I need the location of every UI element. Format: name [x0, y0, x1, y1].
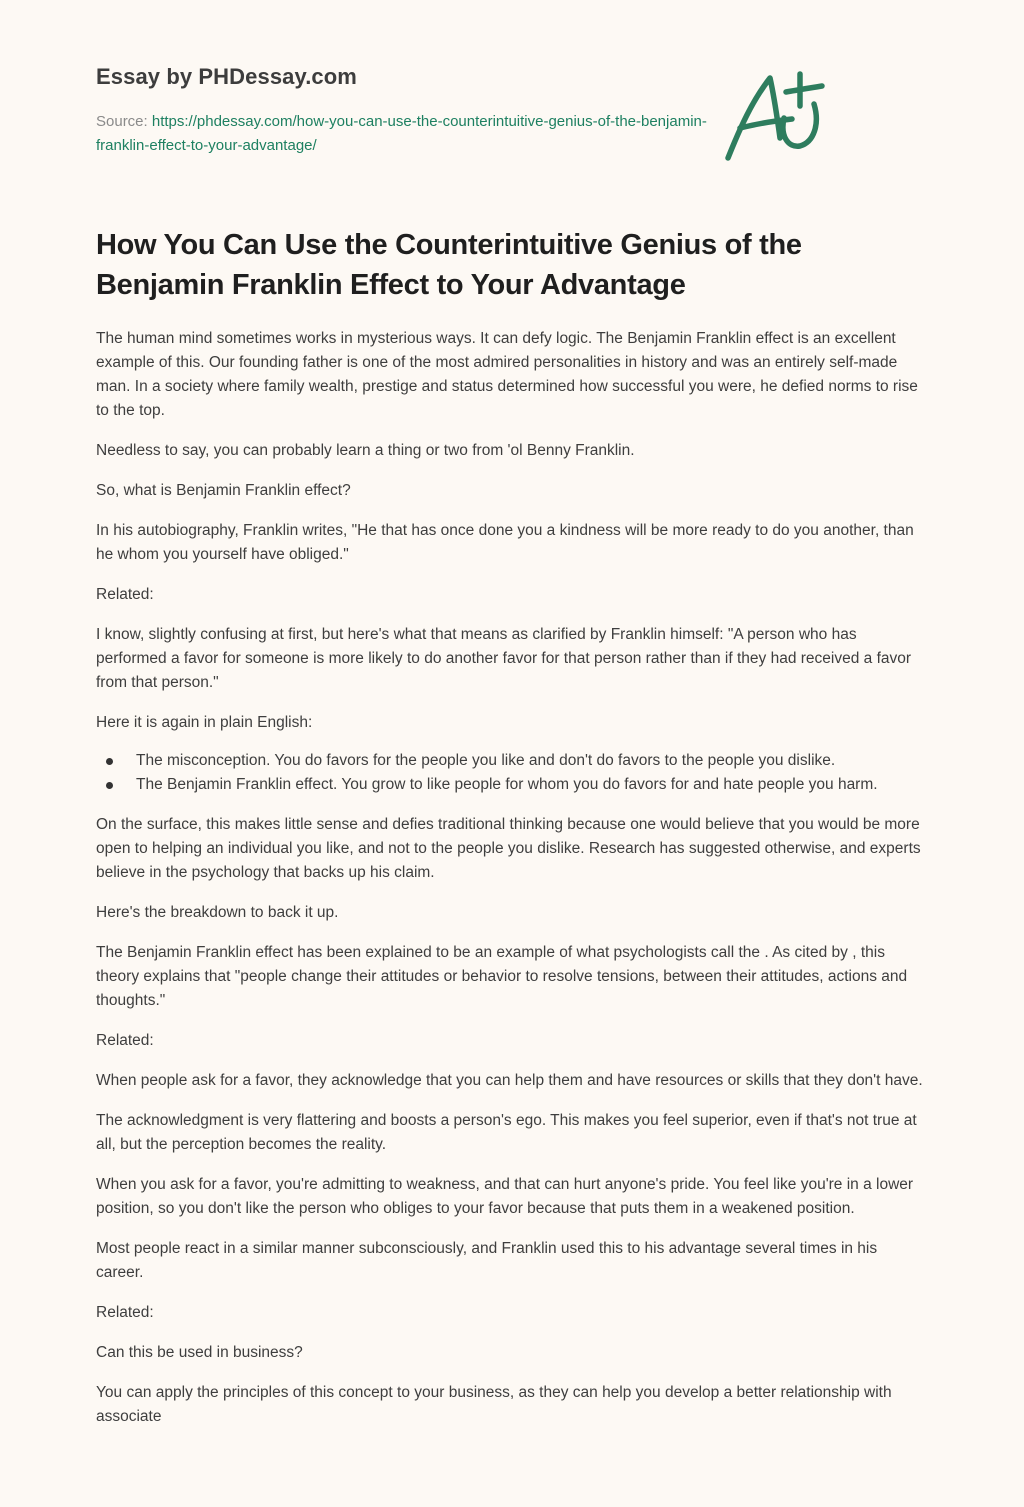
paragraph: I know, slightly confusing at first, but here's what that means as clarified by Franklin himself: "A person who has performed a favor for someone is more likely to do another favor for that person rather than if they had received a favor from that person.": [96, 626, 912, 691]
related-label: Related:: [96, 1032, 154, 1049]
article-body: [96, 327, 928, 1429]
source-link[interactable]: https://phdessay.com/how-you-can-use-the-counterintuitive-genius-of-the-benjamin-franklin-effect-to-your-advantage/: [96, 113, 707, 154]
paragraph: On the surface, this makes little sense and defies traditional thinking because one would believe that you would be more open to helping an individual you like, and not to the people you dislike. Research has suggested otherwise, and experts believe in the psychology that backs up his claim.: [96, 816, 921, 881]
paragraph: In his autobiography, Franklin writes, "He that has once done you a kindness will be more ready to do you another, than he whom you yourself have obliged.": [96, 522, 914, 563]
paragraph: Here it is again in plain English:: [96, 714, 313, 731]
bullet-icon: [106, 758, 113, 765]
paragraph: The Benjamin Franklin effect has been explained to be an example of what psychologists call the . As cited by , this theory explains that "people change their attitudes or behavior to resolve tensions, between their attitudes, actions and thoughts.": [96, 944, 908, 1009]
page-header: [96, 0, 928, 200]
list-item-text: The Benjamin Franklin effect. You grow to like people for whom you do favors for and hate people you harm.: [136, 776, 878, 793]
paragraph: You can apply the principles of this concept to your business, as they can help you develop a better relationship with associate: [96, 1384, 892, 1425]
paragraph: So, what is Benjamin Franklin effect?: [96, 482, 351, 499]
list-item: [136, 749, 928, 773]
list-item-text: The misconception. You do favors for the people you like and don't do favors to the people you dislike.: [136, 752, 836, 769]
paragraph: The acknowledgment is very flattering and boosts a person's ego. This makes you feel superior, even if that's not true at all, but the perception becomes the reality.: [96, 1112, 917, 1153]
related-label: Related:: [96, 586, 154, 603]
bullet-icon: [106, 782, 113, 789]
source-line: [96, 110, 736, 158]
site-title: Essay by PHDessay.com: [96, 64, 357, 89]
paragraph: Here's the breakdown to back it up.: [96, 904, 339, 921]
paragraph: The human mind sometimes works in mysterious ways. It can defy logic. The Benjamin Franklin effect is an excellent example of this. Our founding father is one of the most admired personalities in history and was an entirely self-made man. In a society where family wealth, prestige and status determined how successful you were, he defied norms to rise to the top.: [96, 330, 918, 419]
a-plus-grade-icon: [722, 66, 832, 166]
paragraph: When people ask for a favor, they acknowledge that you can help them and have resources or skills that they don't have.: [96, 1072, 923, 1089]
paragraph: Most people react in a similar manner subconsciously, and Franklin used this to his advantage several times in his career.: [96, 1240, 878, 1281]
paragraph: Needless to say, you can probably learn a thing or two from 'ol Benny Franklin.: [96, 442, 635, 459]
list-item: [136, 773, 928, 797]
paragraph: When you ask for a favor, you're admitting to weakness, and that can hurt anyone's pride. You feel like you're in a lower position, so you don't like the person who obliges to your favor because that puts them in a weakened position.: [96, 1176, 914, 1217]
bullet-list: [136, 749, 928, 797]
related-label: Related:: [96, 1304, 154, 1321]
source-label: Source:: [96, 113, 148, 130]
article-title: How You Can Use the Counterintuitive Genius of the Benjamin Franklin Effect to Your Advantage: [96, 229, 802, 301]
paragraph: Can this be used in business?: [96, 1344, 303, 1361]
